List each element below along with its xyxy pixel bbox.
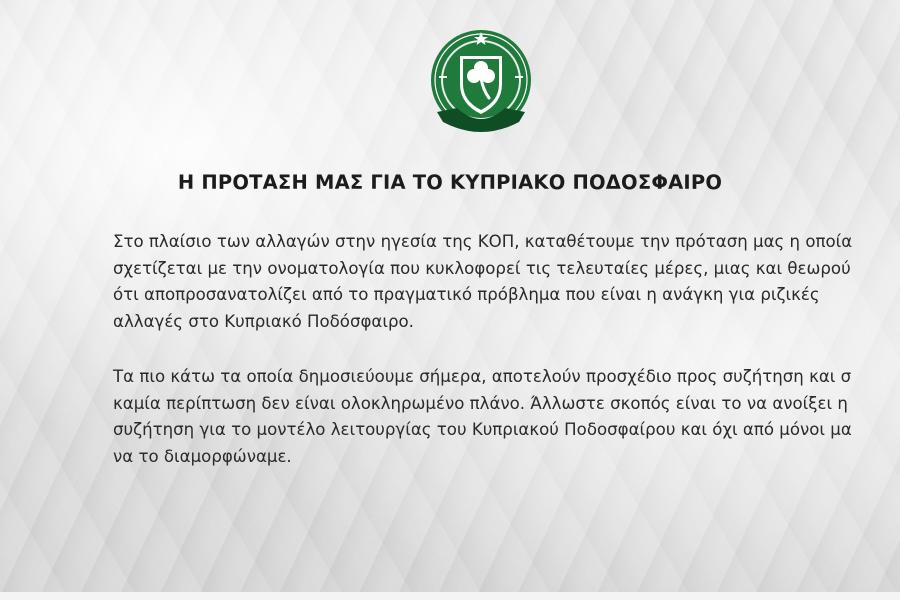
omonoia-crest-icon: [427, 26, 535, 138]
document-title: Η ΠΡΟΤΑΣΗ ΜΑΣ ΓΙΑ ΤΟ ΚΥΠΡΙΑΚΟ ΠΟΔΟΣΦΑΙΡΟ: [177, 171, 723, 194]
paragraph-line: συζήτηση για το μοντέλο λειτουργίας του Κυπριακού Ποδοσφαίρου και όχι από μόνοι μα: [113, 420, 852, 439]
paragraph-line: Στο πλαίσιο των αλλαγών στην ηγεσία της ΚΟΠ, καταθέτουμε την πρόταση μας η οποία: [113, 232, 853, 251]
paragraph-line: να το διαμορφώναμε.: [113, 446, 292, 466]
paragraph-line: Τα πιο κάτω τα οποία δημοσιεύουμε σήμερα, αποτελούν προσχέδιο προς συζήτηση και σ: [113, 367, 852, 386]
bottom-edge: [0, 592, 900, 600]
paragraph-1: [113, 229, 900, 335]
paragraph-2: [113, 364, 900, 470]
paragraph-line: ότι αποπροσανατολίζει από το πραγματικό πρόβλημα που είναι η ανάγκη για ριζικές: [113, 285, 820, 304]
paragraph-line: σχετίζεται με την ονοματολογία που κυκλοφορεί τις τελευταίες μέρες, μιας και θεωρού: [113, 258, 851, 278]
paragraph-line: καμία περίπτωση δεν είναι ολοκληρωμένο πλάνο. Άλλωστε σκοπός είναι το να ανοίξει η: [113, 393, 848, 413]
paragraph-line: αλλαγές στο Κυπριακό Ποδόσφαιρο.: [113, 311, 414, 331]
